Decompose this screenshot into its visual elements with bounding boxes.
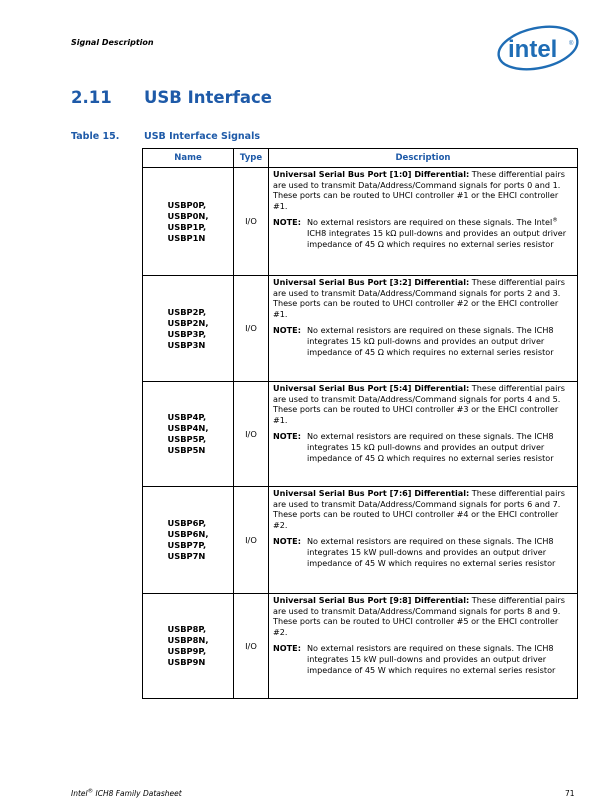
description-heading: Universal Serial Bus Port [9:8] Differential: <box>273 595 470 605</box>
signal-name-cell <box>143 487 234 594</box>
signal-name: USBP3P, <box>167 328 207 339</box>
signal-name: USBP1P, <box>167 221 207 232</box>
description-heading: Universal Serial Bus Port [3:2] Differential: <box>273 277 470 287</box>
signal-name-cell <box>143 382 234 487</box>
signal-name: USBP4N, <box>167 423 209 433</box>
note-text: No external resistors are required on these signals. The ICH8 integrates 15 kW pull-downs and provides an output driver impedance of 45 W which requires no external series resistor <box>307 536 556 568</box>
column-header-name: Name <box>143 149 234 168</box>
signal-name: USBP0N, <box>167 210 209 221</box>
description-text: These differential pairs are used to transmit Data/Address/Command signals for ports 6 and 7. These ports can be routed to UHCI controller #4 or the EHCI controller #2. <box>273 488 565 530</box>
signal-name: USBP6P, <box>167 518 207 528</box>
signal-name: USBP1N <box>167 232 206 243</box>
table-row <box>143 382 578 487</box>
column-header-description: Description <box>269 149 578 168</box>
section-number: 2.11 <box>71 88 112 107</box>
note-label: NOTE: <box>273 217 301 228</box>
signal-type: I/O <box>234 382 269 487</box>
note <box>273 643 573 675</box>
table-row <box>143 276 578 382</box>
signal-name: USBP0P, <box>167 199 207 210</box>
footer-document-title: Intel® ICH8 Family Datasheet <box>71 788 182 798</box>
description-text: These differential pairs are used to transmit Data/Address/Command signals for ports 8 and 9. These ports can be routed to UHCI controller #5 or the EHCI controller #2. <box>273 595 565 637</box>
signal-name: USBP8N, <box>167 635 209 645</box>
signal-type: I/O <box>234 594 269 699</box>
table-title: USB Interface Signals <box>144 131 260 142</box>
table-header-row <box>143 149 578 168</box>
signal-description <box>269 276 578 382</box>
table-row <box>143 594 578 699</box>
description-heading: Universal Serial Bus Port [1:0] Differential: <box>273 169 470 179</box>
note-label: NOTE: <box>273 325 301 336</box>
signal-description <box>269 168 578 276</box>
signal-type: I/O <box>234 168 269 276</box>
signal-name: USBP5P, <box>167 434 207 444</box>
description-heading: Universal Serial Bus Port [5:4] Differential: <box>273 383 470 393</box>
page-number: 71 <box>565 789 575 798</box>
note <box>273 325 573 357</box>
description-text: These differential pairs are used to transmit Data/Address/Command signals for ports 0 and 1. These ports can be routed to UHCI controller #1 or the EHCI controller #1. <box>273 169 565 211</box>
signal-description <box>269 594 578 699</box>
table-number: Table 15. <box>71 131 120 142</box>
note <box>273 431 573 463</box>
signal-type: I/O <box>234 487 269 594</box>
description-text: These differential pairs are used to transmit Data/Address/Command signals for ports 4 and 5. These ports can be routed to UHCI controller #3 or the EHCI controller #1. <box>273 383 565 425</box>
note-label: NOTE: <box>273 643 301 654</box>
signal-name: USBP2P, <box>167 306 207 317</box>
table-row <box>143 487 578 594</box>
note-label: NOTE: <box>273 431 301 442</box>
signal-name-cell <box>143 594 234 699</box>
signal-name-cell <box>143 168 234 276</box>
table-caption <box>71 131 260 142</box>
signal-name: USBP3N <box>167 339 206 350</box>
signal-name: USBP9P, <box>167 646 207 656</box>
column-header-type: Type <box>234 149 269 168</box>
note-text: No external resistors are required on these signals. The Intel® ICH8 integrates 15 kΩ pull-downs and provides an output driver impedance of 45 Ω which requires no external series resistor <box>307 217 567 249</box>
usb-signals-table <box>142 148 578 699</box>
note-text: No external resistors are required on these signals. The ICH8 integrates 15 kΩ pull-downs and provides an output driver impedance of 45 Ω which requires no external series resistor <box>307 431 554 463</box>
signal-name-cell <box>143 276 234 382</box>
signal-name: USBP4P, <box>167 412 207 422</box>
signal-description <box>269 382 578 487</box>
signal-name: USBP9N <box>167 657 206 667</box>
description-text: These differential pairs are used to transmit Data/Address/Command signals for ports 2 and 3. These ports can be routed to UHCI controller #2 or the EHCI controller #1. <box>273 277 565 319</box>
signal-type: I/O <box>234 276 269 382</box>
signal-name: USBP5N <box>167 445 206 455</box>
note-text: No external resistors are required on these signals. The ICH8 integrates 15 kΩ pull-downs and provides an output driver impedance of 45 Ω which requires no external series resistor <box>307 325 554 357</box>
svg-text:intel: intel <box>508 36 558 63</box>
svg-text:®: ® <box>569 41 574 47</box>
table-row <box>143 168 578 276</box>
signal-name: USBP2N, <box>167 317 209 328</box>
note <box>273 217 573 249</box>
signal-description <box>269 487 578 594</box>
section-title: USB Interface <box>144 88 272 107</box>
note-text: No external resistors are required on these signals. The ICH8 integrates 15 kW pull-downs and provides an output driver impedance of 45 W which requires no external series resistor <box>307 643 556 675</box>
signal-name: USBP6N, <box>167 529 209 539</box>
running-header: Signal Description <box>71 38 154 47</box>
description-heading: Universal Serial Bus Port [7:6] Differential: <box>273 488 470 498</box>
signal-name: USBP7N <box>167 551 206 561</box>
intel-logo <box>494 24 580 74</box>
note <box>273 536 573 568</box>
note-label: NOTE: <box>273 536 301 547</box>
section-heading <box>71 88 272 107</box>
signal-name: USBP7P, <box>167 540 207 550</box>
signal-name: USBP8P, <box>167 624 207 634</box>
